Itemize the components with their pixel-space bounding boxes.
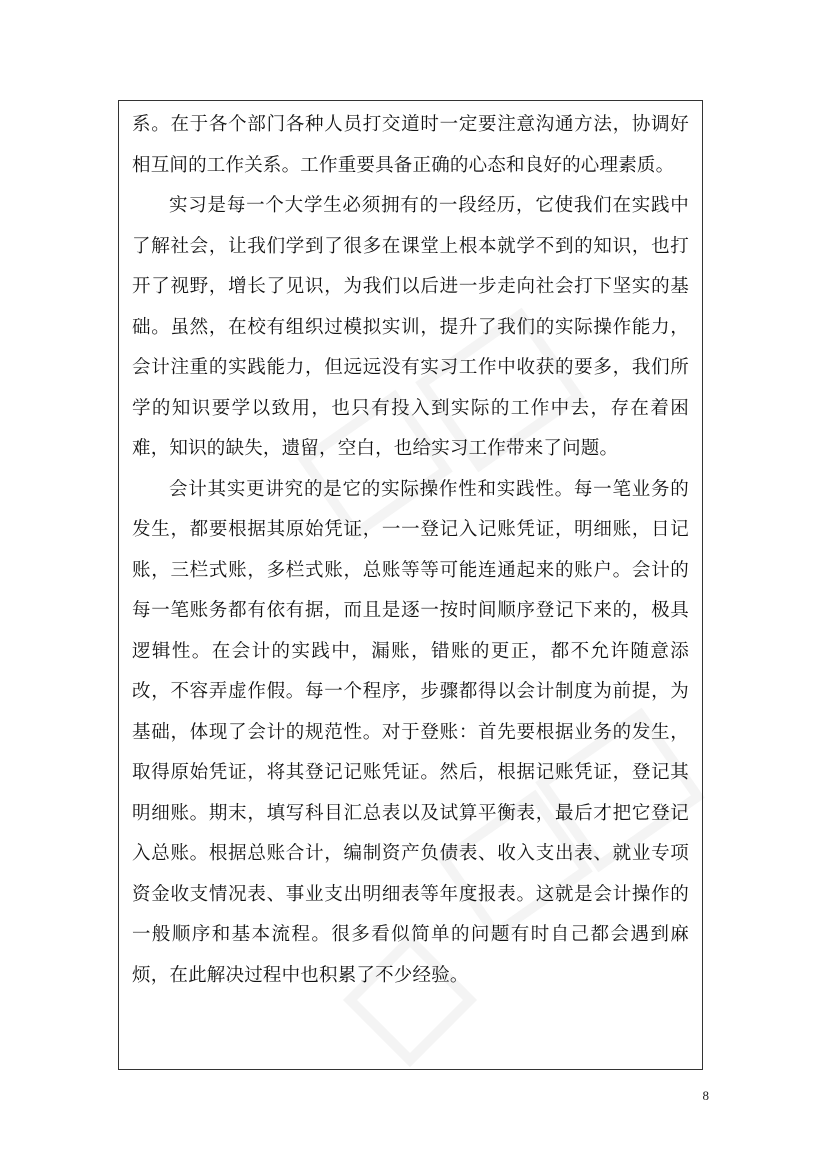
- paragraph-2: 实习是每一个大学生必须拥有的一段经历，它使我们在实践中了解社会，让我们学到了很多在课堂上根本就学不到的知识，也打开了视野，增长了见识，为我们以后进一步走向社会打下坚实的基础。虽然，在校有组织过模拟实训，提升了我们的实际操作能力，会计注重的实践能力，但远远没有实习工作中收获的要多，我们所学的知识要学以致用，也只有投入到实际的工作中去，存在着困难，知识的缺失，遗留，空白，也给实习工作带来了问题。: [132, 195, 689, 459]
- paragraph-1: 系。在于各个部门各种人员打交道时一定要注意沟通方法，协调好相互间的工作关系。工作重要具备正确的心态和良好的心理素质。: [132, 114, 689, 176]
- paragraph-3: 会计其实更讲究的是它的实际操作性和实践性。每一笔业务的发生，都要根据其原始凭证，一一登记入记账凭证，明细账，日记账，三栏式账，多栏式账，总账等等可能连通起来的账户。会计的每一笔账务都有依有据，而且是逐一按时间顺序登记下来的，极具逻辑性。在会计的实践中，漏账，错账的更正，都不允许随意添改，不容弄虚作假。每一个程序，步骤都得以会计制度为前提，为基础，体现了会计的规范性。对于登账：首先要根据业务的发生，取得原始凭证，将其登记记账凭证。然后，根据记账凭证，登记其明细账。期末，填写科目汇总表以及试算平衡表，最后才把它登记入总账。根据总账合计，编制资产负债表、收入支出表、就业专项资金收支情况表、事业支出明细表等年度报表。这就是会计操作的一般顺序和基本流程。很多看似简单的问题有时自己都会遇到麻烦，在此解决过程中也积累了不少经验。: [132, 478, 689, 986]
- text-frame: [118, 100, 703, 1070]
- page-number: 8: [702, 1088, 709, 1103]
